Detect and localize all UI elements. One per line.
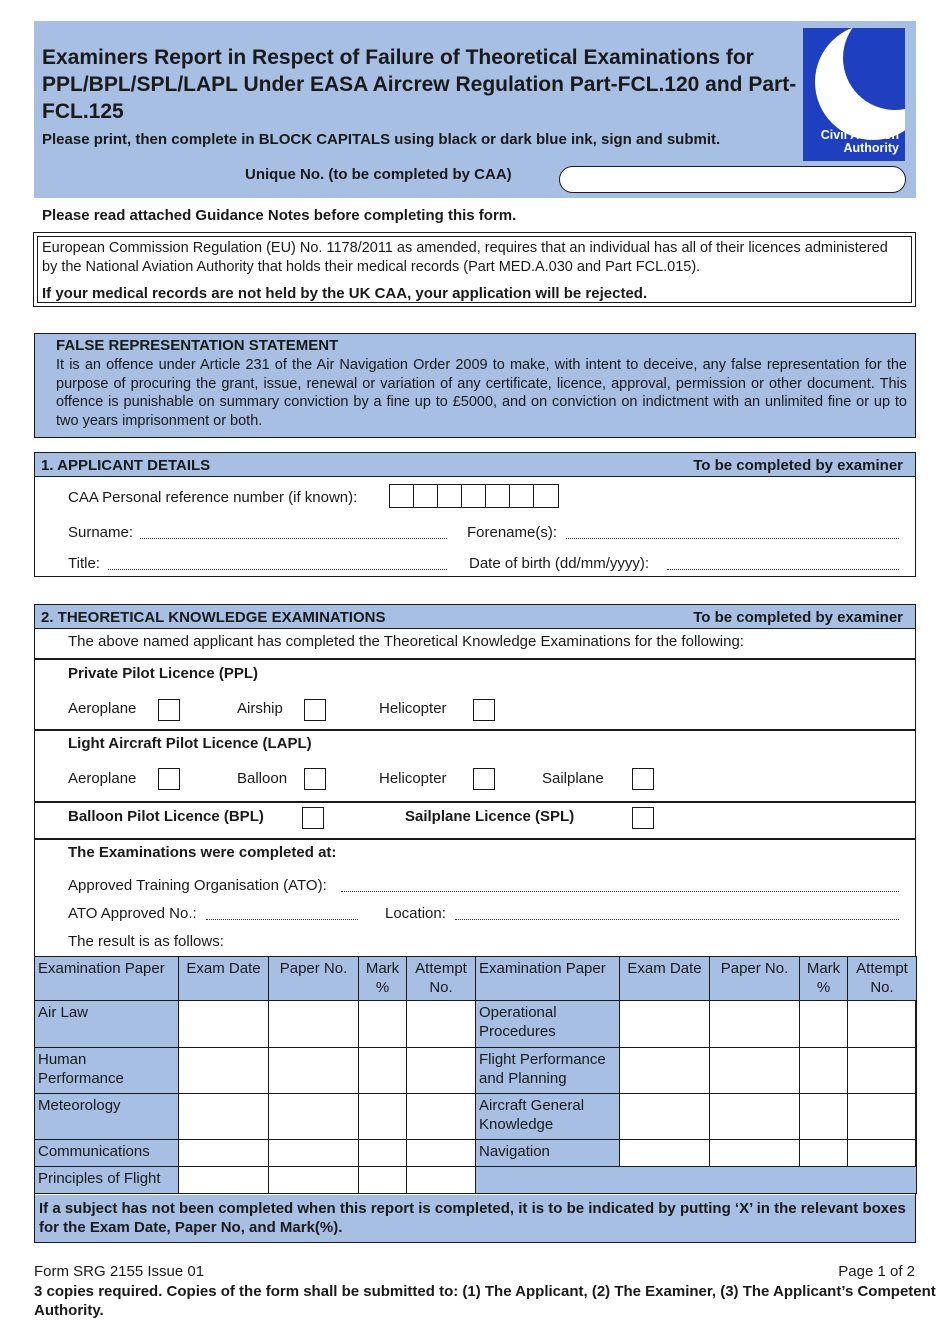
exam-date-cell[interactable]	[620, 1048, 710, 1094]
dob-label: Date of birth (dd/mm/yyyy):	[469, 555, 650, 572]
divider	[34, 729, 916, 731]
guidance-note: Please read attached Guidance Notes before completing this form.	[42, 207, 517, 224]
ato-no-label: ATO Approved No.:	[68, 905, 197, 922]
col-exam-date: Exam Date	[179, 957, 269, 1001]
location-field[interactable]	[455, 919, 899, 920]
exam-date-cell[interactable]	[179, 1140, 269, 1167]
section2-note: To be completed by examiner	[693, 609, 903, 626]
paper-name: Meteorology	[35, 1094, 179, 1140]
ato-no-field[interactable]	[206, 919, 358, 920]
paper-name: Aircraft General Knowledge	[476, 1094, 620, 1140]
title-label: Title:	[68, 555, 100, 572]
subtitle: Please print, then complete in BLOCK CAPITALS using black or dark blue ink, sign and submit.	[42, 131, 721, 148]
attempt-cell[interactable]	[848, 1001, 917, 1048]
ppl-helicopter-label: Helicopter	[379, 700, 447, 717]
col-exam-paper: Examination Paper	[476, 957, 620, 1001]
paper-no-cell[interactable]	[710, 1140, 800, 1167]
ppl-aeroplane-checkbox[interactable]	[158, 699, 180, 721]
exam-date-cell[interactable]	[620, 1001, 710, 1048]
section1-title: 1. APPLICANT DETAILS	[41, 457, 211, 474]
mark-cell[interactable]	[800, 1094, 848, 1140]
paper-name: Communications	[35, 1140, 179, 1167]
false-statement-title: FALSE REPRESENTATION STATEMENT	[56, 337, 339, 354]
table-row	[35, 1140, 917, 1167]
surname-field[interactable]	[140, 538, 447, 539]
col-attempt: Attempt No.	[848, 957, 917, 1001]
paper-name: Navigation	[476, 1140, 620, 1167]
paper-name: Air Law	[35, 1001, 179, 1048]
table-row	[35, 1048, 917, 1094]
forename-label: Forename(s):	[467, 524, 558, 541]
mark-cell[interactable]	[359, 1001, 407, 1048]
dob-field[interactable]	[667, 569, 899, 570]
lapl-balloon-checkbox[interactable]	[304, 768, 326, 790]
paper-no-cell[interactable]	[710, 1094, 800, 1140]
paper-name: Human Performance	[35, 1048, 179, 1094]
section1-note: To be completed by examiner	[693, 457, 903, 474]
title-field[interactable]	[108, 569, 447, 570]
col-paper-no: Paper No.	[269, 957, 359, 1001]
attempt-cell[interactable]	[407, 1001, 476, 1048]
paper-no-cell[interactable]	[710, 1048, 800, 1094]
divider	[34, 658, 916, 660]
paper-name: Principles of Flight	[35, 1167, 179, 1194]
result-label: The result is as follows:	[68, 933, 224, 950]
spl-checkbox[interactable]	[632, 807, 654, 829]
location-label: Location:	[385, 905, 446, 922]
paper-name: Flight Performance and Planning	[476, 1048, 620, 1094]
exam-date-cell[interactable]	[179, 1094, 269, 1140]
col-mark: Mark %	[800, 957, 848, 1001]
unique-no-label: Unique No. (to be completed by CAA)	[245, 166, 512, 183]
regulation-warning: If your medical records are not held by the UK CAA, your application will be rejected.	[42, 285, 648, 302]
attempt-cell[interactable]	[848, 1094, 917, 1140]
attempt-cell[interactable]	[407, 1167, 476, 1194]
copies-note: 3 copies required. Copies of the form shall be submitted to: (1) The Applicant, (2) The Examiner, (3) The Applicant’s Competent Authority.	[34, 1283, 936, 1319]
spl-label: Sailplane Licence (SPL)	[405, 808, 575, 825]
section2-title: 2. THEORETICAL KNOWLEDGE EXAMINATIONS	[41, 609, 386, 626]
attempt-cell[interactable]	[848, 1048, 917, 1094]
col-mark: Mark %	[359, 957, 407, 1001]
lapl-helicopter-checkbox[interactable]	[473, 768, 495, 790]
table-note: If a subject has not been completed when this report is completed, it is to be indicated by putting ‘X’ in the relevant boxes for the Exam Date, Paper No, and Mark(%).	[34, 1195, 916, 1243]
exam-date-cell[interactable]	[620, 1140, 710, 1167]
ref-number-label: CAA Personal reference number (if known):	[68, 489, 358, 506]
paper-no-cell[interactable]	[269, 1094, 359, 1140]
attempt-cell[interactable]	[407, 1094, 476, 1140]
lapl-helicopter-label: Helicopter	[379, 770, 447, 787]
form-number: Form SRG 2155 Issue 01	[34, 1263, 205, 1280]
logo-text: Civil Aviation Authority	[820, 128, 899, 155]
empty-cell	[476, 1167, 917, 1194]
table-row	[35, 1094, 917, 1140]
regulation-text: European Commission Regulation (EU) No. 1178/2011 as amended, requires that an individual has all of their licences administered by the National Aviation Authority that holds their medical records (Part MED.A.030 and Part FCL.015).	[42, 240, 888, 275]
ppl-aeroplane-label: Aeroplane	[68, 700, 137, 717]
paper-no-cell[interactable]	[269, 1140, 359, 1167]
col-paper-no: Paper No.	[710, 957, 800, 1001]
ppl-title: Private Pilot Licence (PPL)	[68, 665, 259, 682]
bpl-label: Balloon Pilot Licence (BPL)	[68, 808, 264, 825]
mark-cell[interactable]	[800, 1140, 848, 1167]
exam-date-cell[interactable]	[179, 1167, 269, 1194]
lapl-sailplane-checkbox[interactable]	[632, 768, 654, 790]
mark-cell[interactable]	[359, 1048, 407, 1094]
mark-cell[interactable]	[359, 1140, 407, 1167]
caa-logo	[803, 28, 905, 161]
attempt-cell[interactable]	[407, 1140, 476, 1167]
attempt-cell[interactable]	[407, 1048, 476, 1094]
exam-date-cell[interactable]	[179, 1001, 269, 1048]
completed-at-label: The Examinations were completed at:	[68, 844, 337, 861]
mark-cell[interactable]	[800, 1048, 848, 1094]
col-exam-date: Exam Date	[620, 957, 710, 1001]
mark-cell[interactable]	[800, 1001, 848, 1048]
ppl-airship-label: Airship	[237, 700, 283, 717]
section2-header	[34, 604, 916, 629]
lapl-balloon-label: Balloon	[237, 770, 288, 787]
paper-no-cell[interactable]	[269, 1001, 359, 1048]
table-row	[35, 1167, 917, 1194]
divider	[34, 801, 916, 803]
bpl-checkbox[interactable]	[302, 807, 324, 829]
page-title: Examiners Report in Respect of Failure of Theoretical Examinations for PPL/BPL/SPL/LAPL Under EASA Aircrew Regulation Part-FCL.120 and Part-FCL.125	[42, 46, 797, 123]
table-row	[35, 1001, 917, 1048]
lapl-aeroplane-checkbox[interactable]	[158, 768, 180, 790]
paper-no-cell[interactable]	[269, 1167, 359, 1194]
ref-number-input[interactable]	[389, 484, 559, 508]
lapl-title: Light Aircraft Pilot Licence (LAPL)	[68, 735, 312, 752]
table-header-row	[35, 957, 917, 1001]
surname-label: Surname:	[68, 524, 134, 541]
section2-intro: The above named applicant has completed the Theoretical Knowledge Examinations for the following:	[68, 633, 744, 650]
forename-field[interactable]	[566, 538, 899, 539]
exam-date-cell[interactable]	[179, 1048, 269, 1094]
paper-no-cell[interactable]	[710, 1001, 800, 1048]
ato-field[interactable]	[341, 891, 899, 892]
unique-no-field[interactable]	[559, 166, 906, 193]
section1-header	[34, 452, 916, 477]
col-attempt: Attempt No.	[407, 957, 476, 1001]
ato-label: Approved Training Organisation (ATO):	[68, 877, 327, 894]
false-statement-text: It is an offence under Article 231 of the Air Navigation Order 2009 to make, with intent to deceive, any false representation for the purpose of procuring the grant, issue, renewal or variation of any certificate, licence, approval, permission or other document. This offence is punishable on summary conviction by a fine up to £5000, and on conviction on indictment with an unlimited fine or up to two years imprisonment or both.	[56, 357, 907, 429]
ppl-airship-checkbox[interactable]	[304, 699, 326, 721]
divider	[34, 838, 916, 840]
col-exam-paper: Examination Paper	[35, 957, 179, 1001]
lapl-aeroplane-label: Aeroplane	[68, 770, 137, 787]
mark-cell[interactable]	[359, 1167, 407, 1194]
attempt-cell[interactable]	[848, 1140, 917, 1167]
exam-results-table	[34, 956, 917, 1194]
paper-no-cell[interactable]	[269, 1048, 359, 1094]
ppl-helicopter-checkbox[interactable]	[473, 699, 495, 721]
lapl-sailplane-label: Sailplane	[542, 770, 604, 787]
mark-cell[interactable]	[359, 1094, 407, 1140]
page-number: Page 1 of 2	[838, 1263, 915, 1280]
exam-date-cell[interactable]	[620, 1094, 710, 1140]
paper-name: Operational Procedures	[476, 1001, 620, 1048]
